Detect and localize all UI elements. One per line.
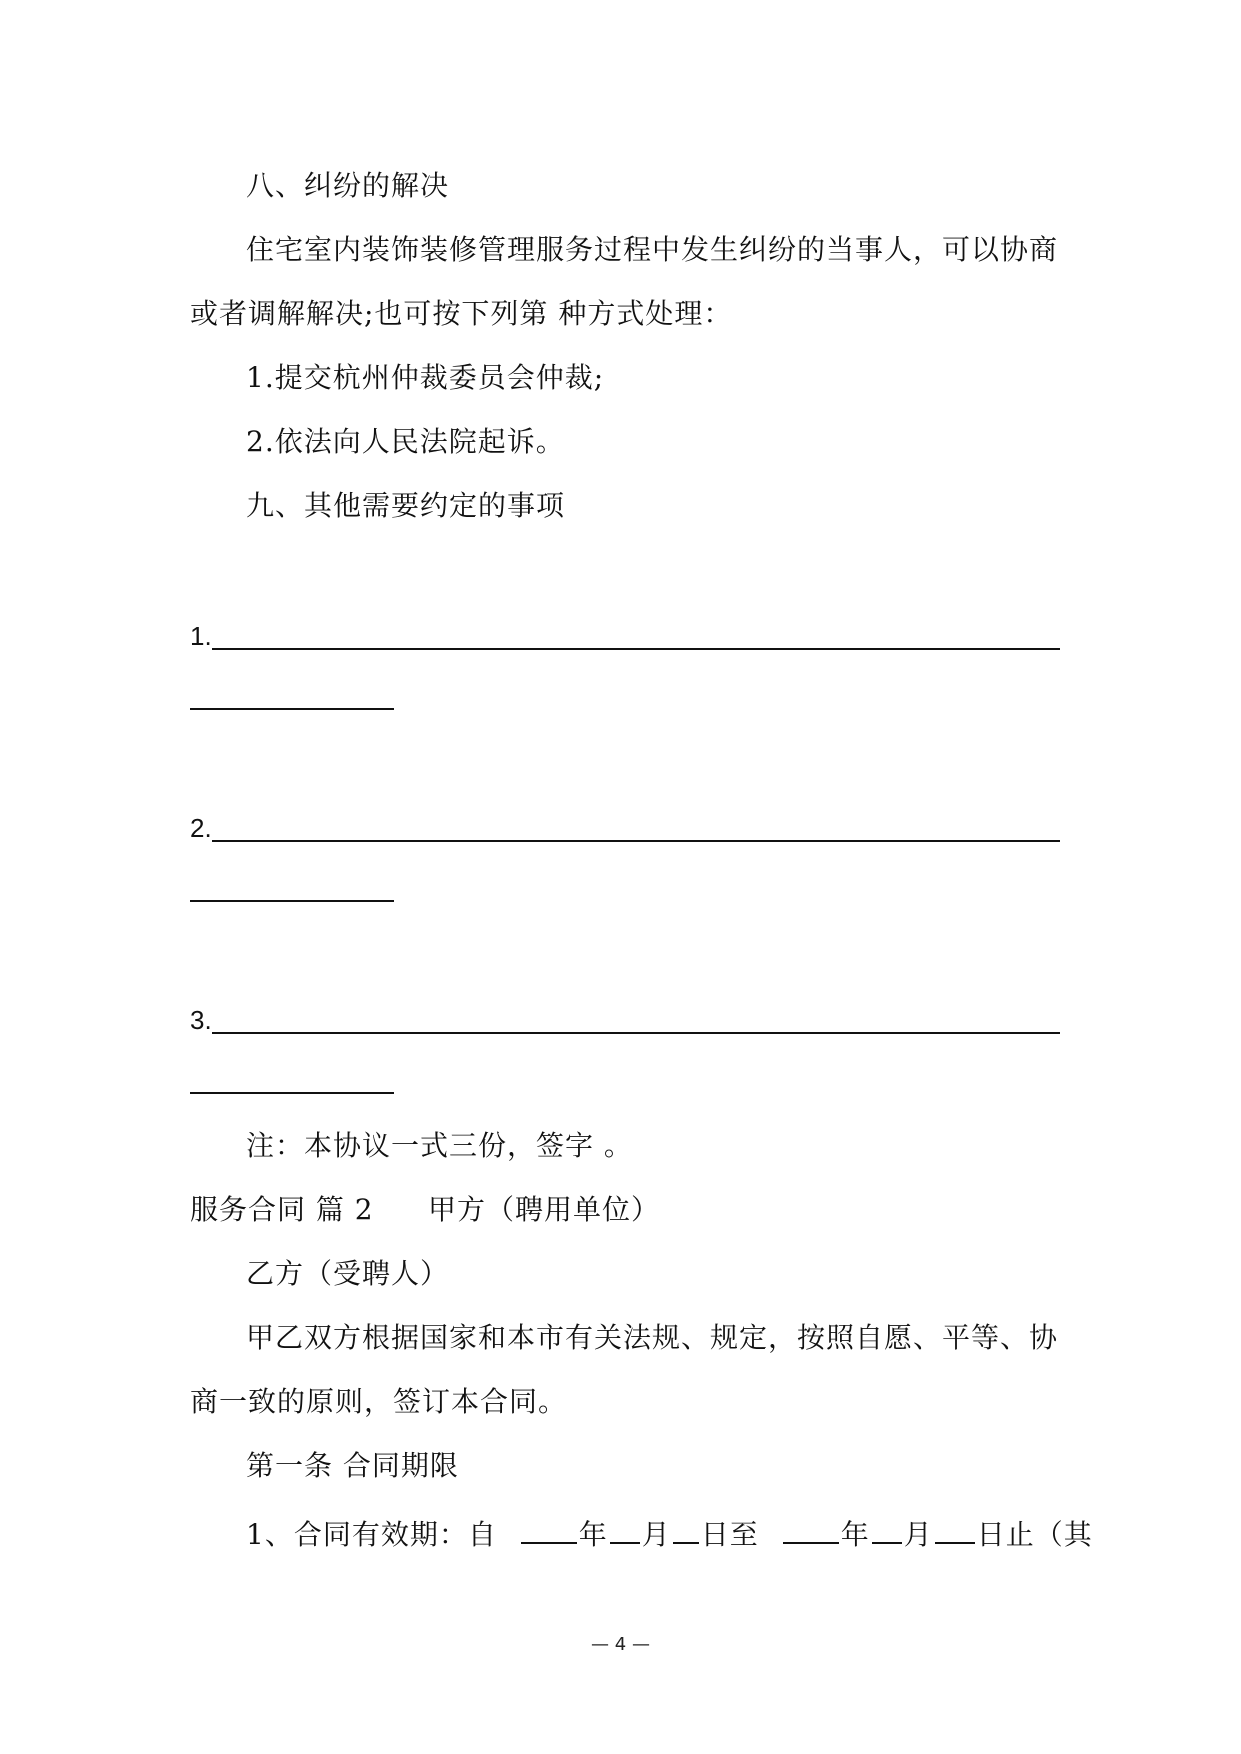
fill-in-continuation-1 bbox=[190, 708, 394, 710]
party-b: 乙方（受聘人） bbox=[246, 1257, 450, 1290]
year-blank-2 bbox=[783, 1512, 839, 1544]
month-blank-2 bbox=[872, 1512, 902, 1544]
fill-in-number: 2. bbox=[190, 813, 212, 843]
section8-heading: 八、纠纷的解决 bbox=[246, 169, 450, 202]
article1-heading: 第一条 合同期限 bbox=[246, 1449, 459, 1482]
month-blank-1 bbox=[610, 1512, 640, 1544]
day-blank-1 bbox=[673, 1512, 699, 1544]
fill-in-line-1 bbox=[190, 618, 1060, 654]
section8-option2: 2.依法向人民法院起诉。 bbox=[246, 425, 565, 458]
section8-paragraph-line1: 住宅室内装饰装修管理服务过程中发生纠纷的当事人，可以协商 bbox=[246, 233, 1059, 266]
contract-term-line bbox=[246, 1512, 1093, 1553]
day-label-1: 日至 bbox=[700, 1518, 759, 1551]
fill-in-line-2 bbox=[190, 810, 1060, 846]
contract2-paragraph-line2: 商一致的原则，签订本合同。 bbox=[190, 1385, 568, 1418]
month-label-2: 月 bbox=[903, 1518, 933, 1551]
term-prefix: 1、合同有效期：自 bbox=[246, 1518, 497, 1551]
underline bbox=[212, 840, 1060, 842]
year-label-2: 年 bbox=[840, 1518, 870, 1551]
section8-option1: 1.提交杭州仲裁委员会仲裁; bbox=[246, 361, 605, 394]
contract2-title: 服务合同 篇 2 bbox=[190, 1193, 374, 1226]
year-label-1: 年 bbox=[578, 1518, 608, 1551]
fill-in-number: 3. bbox=[190, 1005, 212, 1035]
fill-in-continuation-3 bbox=[190, 1092, 394, 1094]
page-number: — 4 — bbox=[591, 1634, 650, 1655]
day-label-2: 日止（其 bbox=[976, 1518, 1093, 1551]
underline bbox=[212, 1032, 1060, 1034]
fill-in-number: 1. bbox=[190, 621, 212, 651]
party-a: 甲方（聘用单位） bbox=[428, 1193, 661, 1226]
note: 注：本协议一式三份，签字 。 bbox=[246, 1129, 633, 1162]
month-label-1: 月 bbox=[641, 1518, 671, 1551]
underline bbox=[212, 648, 1060, 650]
fill-in-line-3 bbox=[190, 1002, 1060, 1038]
year-blank-1 bbox=[521, 1512, 577, 1544]
contract2-paragraph-line1: 甲乙双方根据国家和本市有关法规、规定，按照自愿、平等、协 bbox=[246, 1321, 1059, 1354]
fill-in-continuation-2 bbox=[190, 900, 394, 902]
section9-heading: 九、其他需要约定的事项 bbox=[246, 489, 566, 522]
section8-paragraph-line2: 或者调解解决;也可按下列第 种方式处理： bbox=[190, 297, 733, 330]
day-blank-2 bbox=[935, 1512, 975, 1544]
